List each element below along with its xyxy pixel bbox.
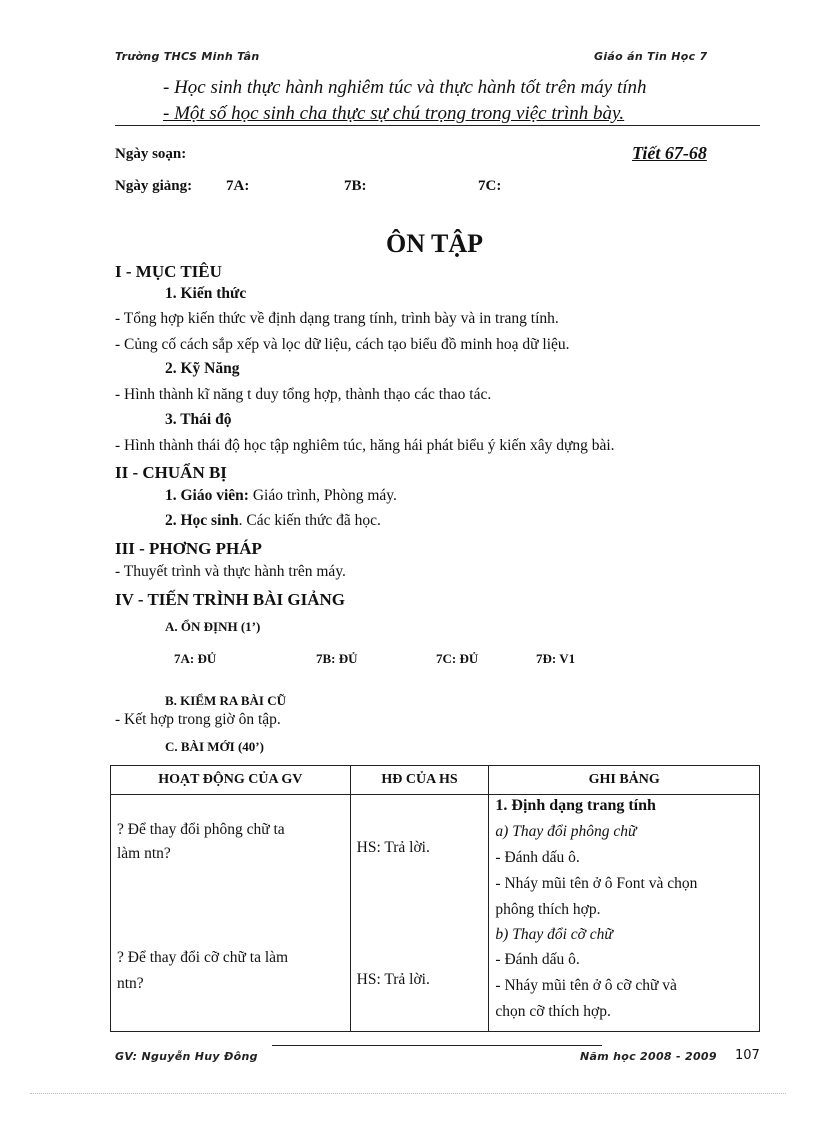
board-item-b: b) Thay đổi cỡ chữ <box>495 926 613 943</box>
board-notes-cell <box>489 795 760 1032</box>
section-1-sub-3: 3. Thái độ <box>165 411 232 428</box>
intro-line-2: - Một số học sinh cha thực sự chú trọng trong việc trình bày. <box>163 103 625 124</box>
board-item-a-step-2-line-1: - Nháy mũi tên ở ô Font và chọn <box>495 875 698 892</box>
header-school: Trường THCS Minh Tân <box>115 50 260 63</box>
footer-teacher: GV: Nguyễn Huy Đông <box>115 1050 258 1063</box>
teacher-question-2-line-2: ntn? <box>117 975 144 992</box>
board-item-a-step-1: - Đánh dấu ô. <box>495 849 580 866</box>
page-number: 107 <box>735 1048 760 1063</box>
table-row <box>111 795 760 1032</box>
student-answer-1: HS: Trả lời. <box>356 839 430 856</box>
teacher-activity-cell <box>111 795 351 1032</box>
page-title: ÔN TẬP <box>386 229 484 258</box>
section-3-heading: III - PHƠNG PHÁP <box>115 539 262 558</box>
lesson-number: Tiết 67-68 <box>632 143 707 163</box>
section-2-heading: II - CHUẨN BỊ <box>115 463 227 482</box>
class-7c-label: 7C: <box>478 178 502 194</box>
section-4-c-heading: C. BÀI MỚI (40’) <box>165 739 264 754</box>
section-2-teacher-line <box>165 487 397 505</box>
student-activity-cell <box>350 795 489 1032</box>
class-7a-label: 7A: <box>226 178 250 194</box>
attendance-7c: 7C: ĐỦ <box>436 651 479 666</box>
teacher-label: 1. Giáo viên: <box>165 487 249 504</box>
header-rule <box>115 125 760 126</box>
table-header-row <box>111 766 760 795</box>
student-label: 2. Học sinh <box>165 512 239 529</box>
page-bottom-divider <box>30 1093 786 1094</box>
board-item-b-step-1: - Đánh dấu ô. <box>495 951 580 968</box>
section-1-sub-1-line-2: - Củng cố cách sắp xếp và lọc dữ liệu, cách tạo biểu đồ minh hoạ dữ liệu. <box>115 336 570 353</box>
section-1-sub-2-line-1: - Hình thành kĩ năng t duy tổng hợp, thành thạo các thao tác. <box>115 386 492 403</box>
footer-rule <box>272 1045 602 1046</box>
lesson-table <box>110 765 760 1032</box>
attendance-7a: 7A: ĐỦ <box>174 651 217 666</box>
section-4-b-heading: B. KIỂM RA BÀI CŨ <box>165 693 286 708</box>
intro-line-1: - Học sinh thực hành nghiêm túc và thực hành tốt trên máy tính <box>163 77 647 98</box>
board-item-b-step-2-line-2: chọn cỡ thích hợp. <box>495 1003 611 1020</box>
teacher-question-2-line-1: ? Để thay đổi cỡ chữ ta làm <box>117 949 289 966</box>
class-7b-label: 7B: <box>344 178 367 194</box>
header-subject: Giáo án Tin Học 7 <box>594 50 708 63</box>
header-board-notes: GHI BẢNG <box>489 766 760 795</box>
header-student-activity: HĐ CỦA HS <box>350 766 489 795</box>
teach-date-label: Ngày giảng: <box>115 178 193 194</box>
section-1-sub-1-line-1: - Tổng hợp kiến thức về định dạng trang tính, trình bày và in trang tính. <box>115 310 559 327</box>
board-item-a-step-2-line-2: phông thích hợp. <box>495 901 601 918</box>
teacher-question-1-line-1: ? Để thay đổi phông chữ ta <box>117 821 285 838</box>
prep-date-label: Ngày soạn: <box>115 146 187 162</box>
section-2-student-line <box>165 512 381 530</box>
section-1-sub-2: 2. Kỹ Năng <box>165 360 240 377</box>
header-teacher-activity: HOẠT ĐỘNG CỦA GV <box>111 766 351 795</box>
board-item-b-step-2-line-1: - Nháy mũi tên ở ô cỡ chữ và <box>495 977 677 994</box>
teacher-text: Giáo trình, Phòng máy. <box>248 487 397 504</box>
board-title: 1. Định dạng trang tính <box>495 797 656 814</box>
section-3-line-1: - Thuyết trình và thực hành trên máy. <box>115 563 346 580</box>
section-4-b-line: - Kết hợp trong giờ ôn tập. <box>115 711 281 728</box>
attendance-7d: 7Đ: V1 <box>536 651 576 666</box>
student-answer-2: HS: Trả lời. <box>356 971 430 988</box>
attendance-7b: 7B: ĐỦ <box>316 651 358 666</box>
section-1-sub-3-line-1: - Hình thành thái độ học tập nghiêm túc, hăng hái phát biểu ý kiến xây dựng bài. <box>115 437 615 454</box>
section-4-heading: IV - TIẾN TRÌNH BÀI GIẢNG <box>115 590 346 609</box>
footer-school-year: Năm học 2008 - 2009 <box>580 1050 717 1063</box>
student-text: . Các kiến thức đã học. <box>238 512 381 529</box>
section-1-heading: I - MỤC TIÊU <box>115 262 222 281</box>
teacher-question-1-line-2: làm ntn? <box>117 845 171 862</box>
section-1-sub-1: 1. Kiến thức <box>165 285 247 302</box>
section-4-a-heading: A. ỔN ĐỊNH (1’) <box>165 619 261 634</box>
board-item-a: a) Thay đổi phông chữ <box>495 823 637 840</box>
